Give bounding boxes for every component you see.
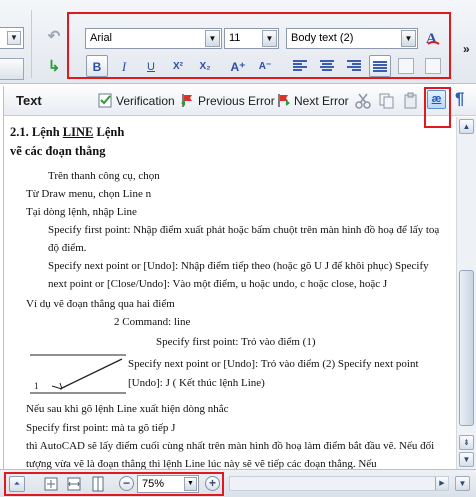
scroll-down-button[interactable]: ▼: [459, 452, 474, 467]
zoom-in-button[interactable]: +: [205, 476, 220, 491]
status-bar: [0, 469, 476, 497]
document-area[interactable]: [4, 117, 456, 469]
doc-line: Nếu sau khi gõ lệnh Line xuất hiện dòng nhắc: [26, 403, 229, 415]
chevron-down-icon[interactable]: ▼: [401, 30, 416, 47]
doc-line: Specify first point: mà ta gõ tiếp J: [26, 422, 176, 434]
font-name-value: Arial: [90, 32, 113, 44]
ligature-button[interactable]: æ: [427, 90, 446, 109]
verification-label: Verification: [116, 94, 175, 108]
heading-prefix: 2.1. Lệnh: [10, 125, 63, 139]
paste-icon[interactable]: [402, 92, 420, 110]
page-down-button[interactable]: ▼: [455, 476, 470, 491]
redo-arrow-icon[interactable]: ↳: [47, 58, 61, 75]
heading-line-1: [10, 125, 124, 139]
font-color-icon[interactable]: [424, 29, 442, 47]
doc-line: thì AutoCAD sẽ lấy điểm cuối cùng nhất trên màn hình đồ hoạ làm điểm bắt đầu vẽ. Nếu đối: [26, 440, 435, 452]
zoom-level-value: 75%: [142, 478, 165, 490]
left-partial-button[interactable]: [0, 58, 24, 80]
chevron-down-icon[interactable]: ▼: [184, 477, 197, 491]
line-example-figure: [26, 353, 128, 395]
bold-button[interactable]: B: [86, 55, 108, 77]
heading-keyword: LINE: [62, 125, 94, 139]
scroll-right-button[interactable]: ▶: [435, 477, 448, 490]
doc-line: Specify first point: Trỏ vào điểm (1): [156, 336, 316, 348]
zoom-level-combo[interactable]: [137, 475, 199, 493]
panel-title: Text: [16, 93, 42, 108]
scroll-up-button[interactable]: ▲: [459, 119, 474, 134]
flag-forward-icon: [276, 93, 291, 108]
justify-button[interactable]: [369, 55, 391, 77]
column-layout-icon[interactable]: [398, 58, 414, 74]
paragraph-style-combo[interactable]: [286, 28, 418, 49]
align-right-icon[interactable]: [347, 60, 361, 72]
shrink-font-button[interactable]: A⁻: [258, 61, 272, 72]
next-error-label: Next Error: [294, 94, 349, 108]
formatting-toolbar: [0, 0, 476, 84]
collapse-panel-button[interactable]: ⏶: [9, 476, 25, 492]
chevron-down-icon[interactable]: ▼: [7, 31, 21, 45]
align-center-icon[interactable]: [320, 60, 334, 72]
heading-line-2: vẽ các đoạn thẳng: [10, 144, 106, 158]
grow-font-button[interactable]: A⁺: [230, 60, 246, 74]
more-tools-chevron[interactable]: »: [463, 42, 470, 56]
chevron-down-icon[interactable]: ▼: [205, 30, 220, 47]
align-left-icon[interactable]: [293, 60, 307, 72]
copy-icon[interactable]: [378, 92, 396, 110]
doc-line: Trên thanh công cụ, chọn: [48, 170, 160, 182]
fit-page-icon[interactable]: [43, 476, 59, 492]
justify-icon: [373, 61, 387, 72]
verification-button[interactable]: [98, 92, 175, 111]
doc-line: tượng vừa vẽ là đoạn thẳng thì lệnh Line lúc này sẽ vẽ tiếp các đoạn thẳng. Nếu: [26, 458, 377, 469]
doc-line: Specify first point: Nhập điểm xuất phát hoặc bấm chuột trên màn hình đồ hoạ để lấy toạ: [48, 224, 440, 236]
heading-suffix: Lệnh: [93, 125, 125, 139]
paragraph-style-value: Body text (2): [291, 32, 354, 44]
scroll-page-down-button[interactable]: ⇟: [459, 435, 474, 450]
undo-arrow-icon[interactable]: ↶: [47, 28, 61, 45]
text-panel-header: [4, 86, 476, 116]
left-partial-combo[interactable]: [0, 27, 24, 49]
doc-line: 2 Command: line: [114, 316, 191, 328]
doc-line: next point or [Close/Undo]: Vào một điểm, u hoặc undo, c hoặc close, hoặc J: [48, 278, 388, 290]
checklist-icon: [98, 93, 113, 108]
toolbar-separator: [31, 10, 32, 78]
svg-text:A: A: [426, 31, 437, 47]
doc-line: Specify next point or [Undo]: Nhập điểm tiếp theo (hoặc gõ U J để khôi phục) Specify: [48, 260, 429, 272]
underline-button[interactable]: U: [147, 61, 155, 73]
doc-line: Specify next point or [Undo]: Trỏ vào điểm (2) Specify next point: [128, 358, 419, 370]
doc-line: Từ Draw menu, chọn Line n: [26, 188, 152, 200]
italic-button[interactable]: I: [121, 59, 127, 74]
chevron-down-icon[interactable]: ▼: [262, 30, 277, 47]
show-formatting-marks-button[interactable]: ¶: [455, 89, 465, 108]
scissors-icon[interactable]: [354, 92, 372, 110]
doc-line: Tại dòng lệnh, nhập Line: [26, 206, 137, 218]
figure-point-label: 1: [34, 381, 39, 391]
fit-width-icon[interactable]: [66, 476, 82, 492]
superscript-button[interactable]: X²: [173, 61, 183, 72]
single-page-icon[interactable]: [90, 476, 106, 492]
scrollbar-thumb[interactable]: [459, 270, 474, 426]
subscript-button[interactable]: X₂: [199, 61, 211, 72]
table-layout-icon[interactable]: [425, 58, 441, 74]
vertical-scrollbar[interactable]: [456, 117, 476, 469]
doc-line: [Undo]: J ( Kết thúc lệnh Line): [128, 377, 265, 389]
font-name-combo[interactable]: [85, 28, 222, 49]
previous-error-button[interactable]: [180, 92, 275, 111]
horizontal-scrollbar[interactable]: [229, 476, 449, 491]
doc-line: Ví dụ vẽ đoạn thẳng qua hai điểm: [26, 298, 175, 310]
font-size-combo[interactable]: [224, 28, 279, 49]
font-size-value: 11: [229, 32, 241, 44]
flag-back-icon: [180, 93, 195, 108]
text-panel: [3, 86, 475, 497]
doc-line: độ điểm.: [48, 242, 87, 254]
previous-error-label: Previous Error: [198, 94, 275, 108]
next-error-button[interactable]: [276, 92, 349, 111]
zoom-out-button[interactable]: −: [119, 476, 134, 491]
